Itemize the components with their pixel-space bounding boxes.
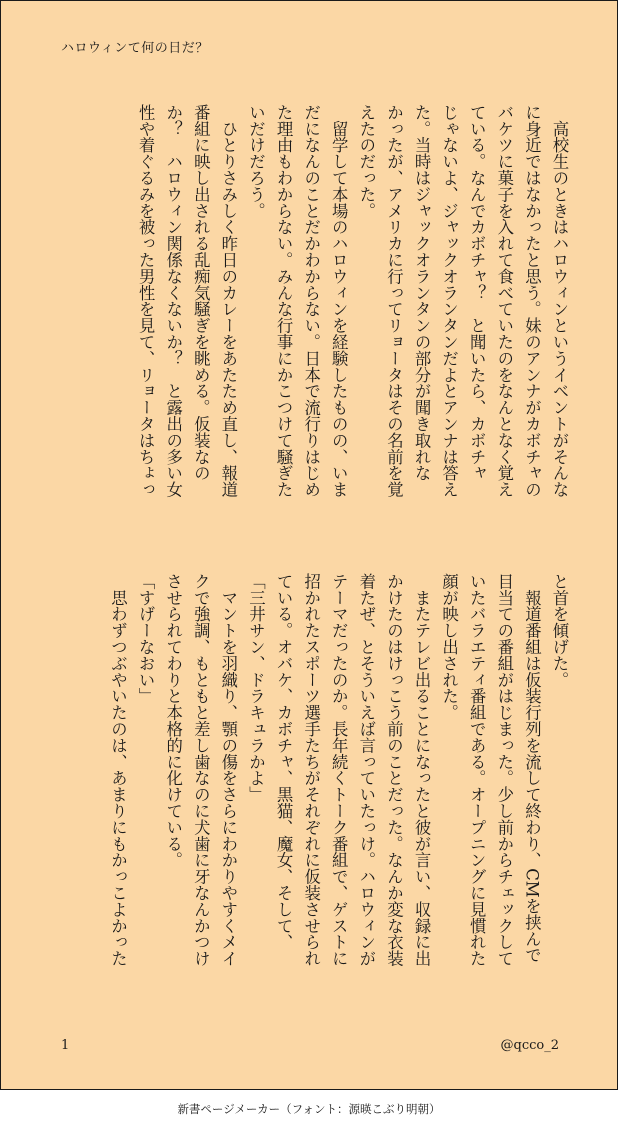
text-block-top [132, 104, 574, 534]
text-line: マントを羽織り、顎の傷をさらにわかりやすくメイ [218, 573, 238, 967]
text-line: させられてわりと本格的に化けている。 [163, 573, 183, 869]
text-line: だになんのことだかわからない。日本で流行りはじめ [301, 104, 321, 498]
author-handle: @qcco_2 [500, 1038, 559, 1053]
text-line: た。当時はジャックオランタンの部分が聞き取れな [412, 104, 432, 482]
text-line: に身近ではなかったと思う。妹のアンナがカボチャの [522, 104, 542, 498]
text-line: 着たぜ、とそういえば言っていたっけ。ハロウィンが [356, 573, 376, 967]
text-line: ている。オバケ、カボチャ、黒猫、魔女、そして、 [274, 573, 294, 951]
page-number: 1 [61, 1038, 70, 1053]
text-line: ている。なんでカボチャ？ と聞いたら、カボチャ [467, 104, 487, 482]
text-line: か？ ハロウィン関係なくないか？ と露出の多い女 [163, 104, 183, 498]
text-line: た理由もわからない。みんな行事にかこつけて騒ぎた [274, 104, 294, 498]
text-line: 番組に映し出される乱痴気騒ぎを眺める。仮装なの [191, 104, 211, 482]
text-line: 顔が映し出された。 [439, 573, 459, 721]
text-line: 留学して本場のハロウィンを経験したものの、いま [329, 104, 349, 498]
text-line: バケツに菓子を入れて食べていたのをなんとなく覚え [494, 104, 514, 498]
text-line: クで強調、もともと差し歯なのに犬歯に牙なんかつけ [191, 573, 211, 967]
text-line: えたのだった。 [356, 104, 376, 219]
text-block-bottom [104, 573, 573, 1003]
text-line: テーマだったのか。長年続くトーク番組で、ゲストに [329, 573, 349, 967]
text-line: 思わずつぶやいたのは、あまりにもかっこよかった [108, 573, 128, 967]
text-line: 高校生のときはハロウィンというイベントがそんな [550, 104, 569, 498]
text-line: 目当ての番組がはじまった。少し前からチェックして [494, 573, 514, 967]
text-line: かけたのはけっこう前のことだった。なんか変な衣装 [384, 573, 404, 967]
text-line: 「すげーなおい」 [136, 573, 156, 705]
text-line: じゃないよ、ジャックオランタンだよとアンナは答え [439, 104, 459, 498]
text-line: またテレビ出ることになったと彼が言い、収録に出 [412, 573, 432, 967]
text-line: いたバラエティ番組である。オープニングに見慣れた [467, 573, 487, 967]
text-line: と首を傾げた。 [550, 573, 569, 688]
text-line: 「三井サン、ドラキュラかよ」 [246, 573, 266, 803]
text-line: いだけだろう。 [246, 104, 266, 219]
text-line: 性や着ぐるみを被った男性を見て、リョータはちょっ [136, 104, 156, 498]
text-line: 報道番組は仮装行列を流して終わり、CMを挟んで [522, 573, 542, 964]
text-line: かったが、アメリカに行ってリョータはその名前を覚 [384, 104, 404, 498]
footer-credit: 新書ページメーカー（フォント：源暎こぶり明朝） [177, 1102, 441, 1116]
text-line: ひとりさみしく昨日のカレーをあたため直し、報道 [218, 104, 238, 498]
text-line: 招かれたスポーツ選手たちがそれぞれに仮装させられ [301, 573, 321, 967]
page-title: ハロウィンて何の日だ？ [61, 41, 209, 56]
